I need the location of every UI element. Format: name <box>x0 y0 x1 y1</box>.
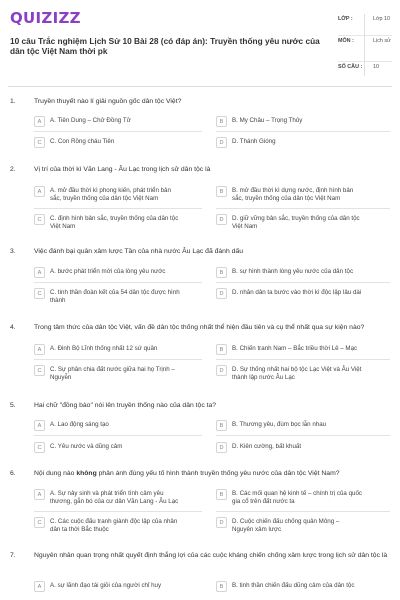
option-text: C. định hình bản sắc, truyền thống của dân tộc Việt Nam <box>50 215 179 230</box>
option-letter: A <box>34 489 45 500</box>
meta-key: LỚP : <box>338 16 353 22</box>
option-text: D. Thánh Gióng <box>232 138 276 145</box>
option-separator <box>34 435 202 436</box>
option-d[interactable] <box>216 214 362 231</box>
option-d[interactable] <box>216 137 362 148</box>
question-text: Hai chữ "đồng bào" nói lên truyền thống nào của dân tộc ta? <box>34 402 217 409</box>
worksheet-title: 10 câu Trắc nghiệm Lịch Sử 10 Bài 28 (có đáp án): Truyền thống yêu nước của dân tộc Việt Nam thời pk <box>10 36 320 56</box>
option-letter: A <box>34 581 45 592</box>
option-text: C. Con Rồng cháu Tiên <box>50 138 115 145</box>
option-letter: B <box>216 344 227 355</box>
option-text: D. Kiên cường, bất khuất <box>232 443 302 450</box>
option-d[interactable] <box>216 288 362 299</box>
option-b[interactable] <box>216 344 362 355</box>
question-number: 7. <box>10 552 16 559</box>
option-text: D. nhân dân ta bước vào thời kì độc lập lâu dài <box>232 289 362 296</box>
option-text: B. My Châu – Trọng Thủy <box>232 117 303 124</box>
meta-row-subject <box>338 36 392 62</box>
option-b[interactable] <box>216 116 362 127</box>
question-number: 4. <box>10 324 16 331</box>
question-text-emphasis: không <box>76 470 97 477</box>
option-b[interactable] <box>216 186 362 203</box>
option-separator <box>216 208 390 209</box>
question-number: 3. <box>10 248 16 255</box>
option-text: A. Tiên Dung – Chử Đồng Tử <box>50 117 131 124</box>
question-text: Vị trí của thời kì Văn Lang - Âu Lạc trong lịch sử dân tộc là <box>34 166 211 173</box>
question-text-post: phản ánh đúng yếu tố hình thành truyền thống yêu nước của dân tộc Việt Nam? <box>96 470 340 477</box>
option-c[interactable] <box>34 517 180 534</box>
option-letter: A <box>34 420 45 431</box>
meta-key: SỐ CÂU : <box>338 64 363 70</box>
question-text: Trong tâm thức của dân tộc Việt, vấn đề dân tộc thống nhất thể hiện đầu tiên và cụ thể nhất qua sự kiện nào? <box>34 324 365 331</box>
option-b[interactable] <box>216 267 362 278</box>
meta-value: 10 <box>364 62 392 76</box>
option-a[interactable] <box>34 344 180 355</box>
option-letter: B <box>216 116 227 127</box>
option-separator <box>216 282 390 283</box>
option-d[interactable] <box>216 442 362 453</box>
option-text: B. Chiến tranh Nam – Bắc triều thời Lê – Mạc <box>232 345 358 352</box>
meta-row-class <box>338 14 392 36</box>
option-text: B. tinh thần chiến đấu dũng cảm của dân tộc <box>232 582 355 589</box>
option-a[interactable] <box>34 186 180 203</box>
option-c[interactable] <box>34 214 180 231</box>
worksheet-header <box>8 6 392 84</box>
option-letter: D <box>216 214 227 225</box>
meta-row-count <box>338 62 392 76</box>
meta-value: Lớp 10 <box>364 14 392 35</box>
option-letter: B <box>216 420 227 431</box>
option-text: A. mở đầu thời kì phong kiến, phát triển bản sắc, truyền thống của dân tộc Việt Nam <box>50 187 171 202</box>
option-separator <box>216 359 390 360</box>
option-text: A. sự lãnh đạo tài giỏi của người chỉ huy <box>50 582 162 589</box>
option-b[interactable] <box>216 581 362 592</box>
option-letter: C <box>34 288 45 299</box>
option-letter: D <box>216 288 227 299</box>
option-letter: C <box>34 365 45 376</box>
option-c[interactable] <box>34 137 180 148</box>
option-d[interactable] <box>216 365 362 382</box>
option-separator <box>34 359 202 360</box>
option-text: B. Các mối quan hệ kinh tế – chính trị của quốc gia cổ trên đất nước ta <box>232 490 363 505</box>
option-text: D. Cuộc chiến đấu chống quân Mông – Nguyên xâm lược <box>232 518 340 533</box>
option-letter: A <box>34 267 45 278</box>
option-letter: D <box>216 137 227 148</box>
option-separator <box>34 131 202 132</box>
option-text: C. Sự phân chia đất nước giữa hai họ Trịnh – Nguyễn <box>50 366 175 381</box>
option-letter: C <box>34 442 45 453</box>
option-separator <box>34 208 202 209</box>
option-letter: B <box>216 186 227 197</box>
option-text: C. Yêu nước và dũng cảm <box>50 443 123 450</box>
option-text: B. mở đầu thời kì dựng nước, định hình bản sắc, truyền thống của dân tộc Việt Nam <box>232 187 354 202</box>
question-text: Truyền thuyết nào lí giải nguồn gốc dân tộc Việt? <box>34 98 182 105</box>
option-separator <box>216 511 390 512</box>
option-letter: D <box>216 517 227 528</box>
option-text: D. giữ vững bản sắc, truyền thống của dân tộc Việt Nam <box>232 215 360 230</box>
question-number: 2. <box>10 166 16 173</box>
option-text: A. Sự nảy sinh và phát triển tình cảm yêu thương, gắn bó của cư dân Văn Lang - Âu Lạc <box>50 490 179 505</box>
option-letter: C <box>34 214 45 225</box>
option-a[interactable] <box>34 116 180 127</box>
option-b[interactable] <box>216 489 362 506</box>
option-letter: B <box>216 267 227 278</box>
question-text: Việc đánh bại quân xâm lược Tần của nhà nước Âu Lạc đã đánh dấu <box>34 248 243 255</box>
question-number: 5. <box>10 402 16 409</box>
option-letter: A <box>34 344 45 355</box>
meta-table <box>338 14 392 76</box>
meta-value: Lịch sử <box>364 36 392 61</box>
option-letter: B <box>216 489 227 500</box>
question-number: 6. <box>10 470 16 477</box>
option-text: A. Lao động sáng tạo <box>50 421 109 428</box>
option-text: B. sự hình thành lòng yêu nước của dân tộc <box>232 268 354 275</box>
option-letter: A <box>34 116 45 127</box>
option-separator <box>34 511 202 512</box>
option-c[interactable] <box>34 365 180 382</box>
option-text: A. Đinh Bộ Lĩnh thống nhất 12 sứ quân <box>50 345 158 352</box>
option-letter: C <box>34 137 45 148</box>
option-a[interactable] <box>34 420 180 431</box>
question-text-pre: Nội dung nào <box>34 470 77 477</box>
option-separator <box>216 131 390 132</box>
option-c[interactable] <box>34 442 180 453</box>
question-text <box>34 470 390 479</box>
option-letter: D <box>216 365 227 376</box>
option-separator <box>34 282 202 283</box>
option-letter: D <box>216 442 227 453</box>
question-text: Nguyên nhân quan trọng nhất quyết định thắng lợi của các cuộc kháng chiến chống xâm lược trong lịch sử dân tộc là <box>34 552 388 559</box>
quizizz-logo: QUIZIZZ <box>10 9 81 27</box>
meta-key: MÔN : <box>338 38 354 44</box>
option-letter: B <box>216 581 227 592</box>
option-a[interactable] <box>34 489 180 506</box>
option-text: D. Sự thống nhất hai bộ tộc Lạc Việt và Âu Việt thành lập nước Âu Lạc <box>232 366 362 381</box>
option-letter: C <box>34 517 45 528</box>
option-text: C. tinh thần đoàn kết của 54 dân tộc được hình thành <box>50 289 180 304</box>
option-text: C. Các cuộc đấu tranh giành độc lập của nhân dân ta thời Bắc thuộc <box>50 518 178 533</box>
option-text: A. bước phát triển mới của lòng yêu nước <box>50 268 166 275</box>
option-letter: A <box>34 186 45 197</box>
option-d[interactable] <box>216 517 362 534</box>
option-a[interactable] <box>34 267 180 278</box>
question-number: 1. <box>10 98 16 105</box>
option-separator <box>216 435 390 436</box>
option-c[interactable] <box>34 288 180 305</box>
header-divider <box>8 86 392 87</box>
option-a[interactable] <box>34 581 180 592</box>
option-text: B. Thương yêu, đùm bọc lẫn nhau <box>232 421 327 428</box>
option-b[interactable] <box>216 420 362 431</box>
